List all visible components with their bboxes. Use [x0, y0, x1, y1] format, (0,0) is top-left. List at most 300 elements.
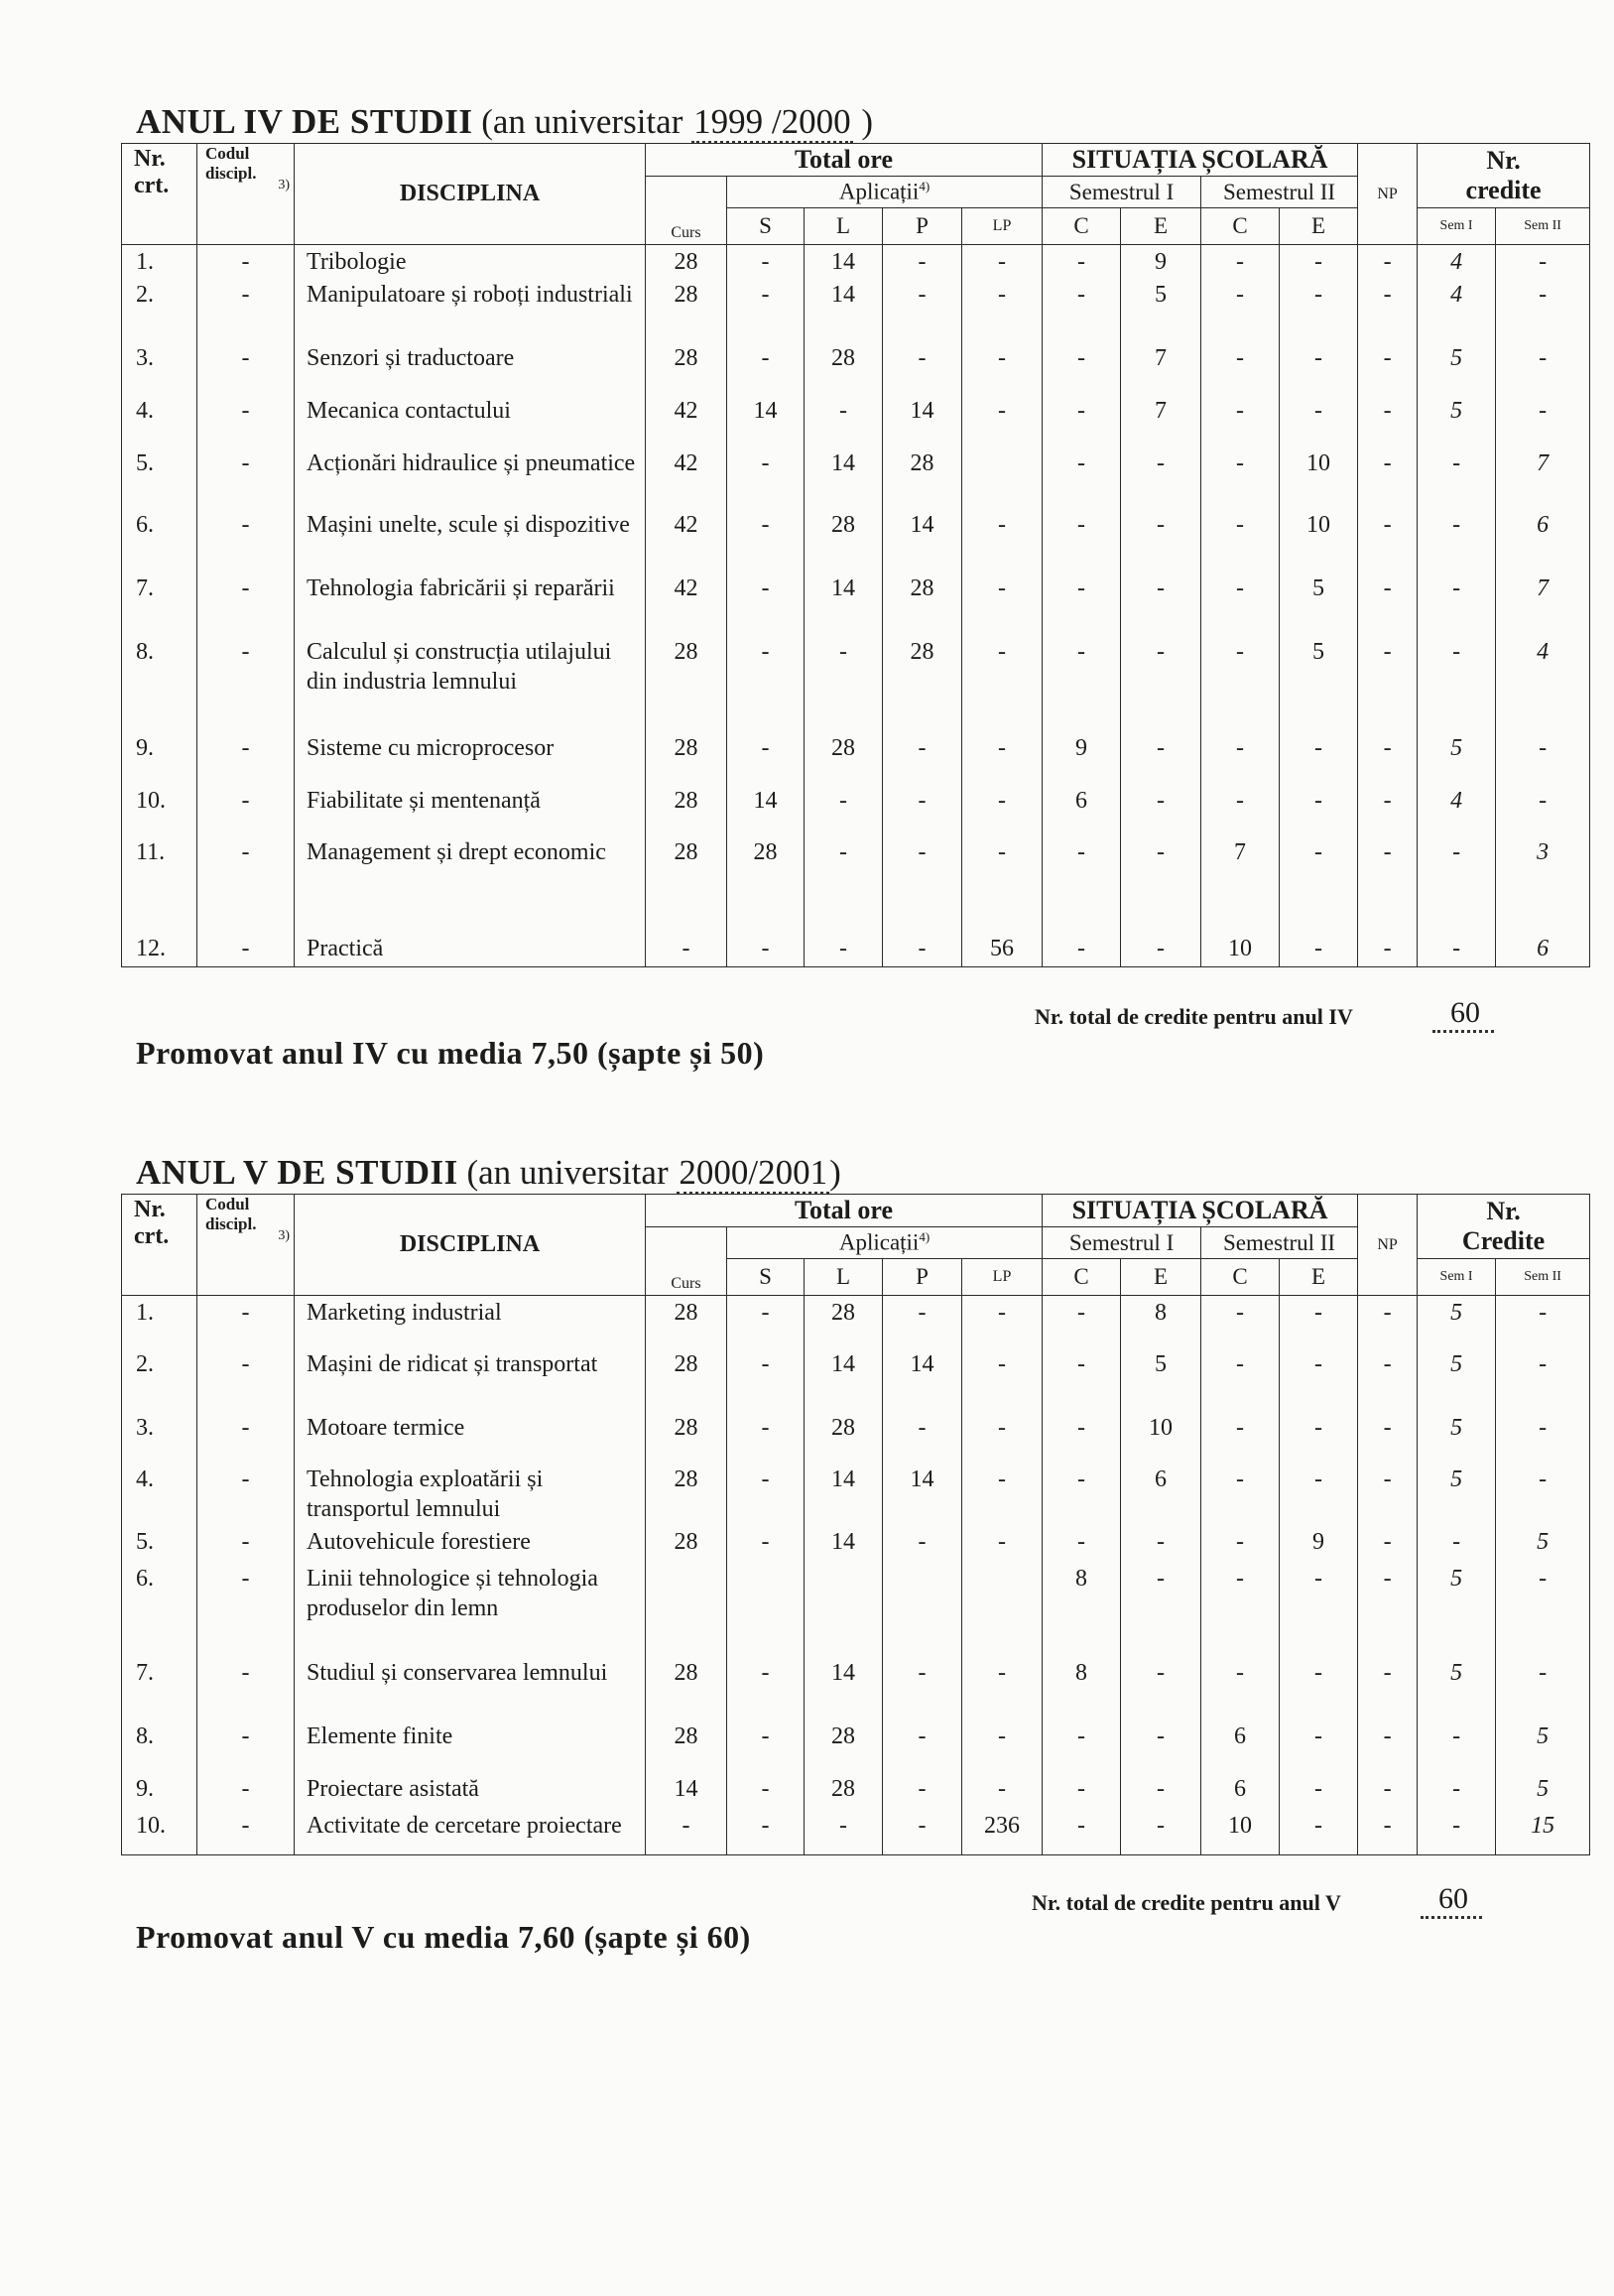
- cell-c2: -: [1201, 245, 1280, 280]
- cell-p: -: [883, 1413, 962, 1465]
- cell-name: Activitate de cercetare proiectare: [295, 1811, 646, 1855]
- cell-cr1: -: [1418, 837, 1496, 934]
- cell-curs: 28: [646, 637, 727, 733]
- cell-cr1: 5: [1418, 343, 1496, 396]
- cell-c2: -: [1201, 637, 1280, 733]
- cell-e2: -: [1280, 1564, 1358, 1658]
- cell-curs: 28: [646, 343, 727, 396]
- cell-l: 14: [805, 1527, 883, 1564]
- col-codul: Codul discipl. 3): [197, 1195, 295, 1296]
- year4-academic-year: 1999 /2000: [691, 102, 852, 144]
- cell-np: -: [1358, 245, 1418, 280]
- year4-academic-suffix: ): [861, 102, 873, 141]
- total-label: Nr. total de credite pentru anul IV: [1035, 1004, 1353, 1029]
- cell-curs: 28: [646, 837, 727, 934]
- cell-l: -: [805, 637, 883, 733]
- cell-nr: 5.: [122, 1527, 197, 1564]
- cell-c2: -: [1201, 1349, 1280, 1413]
- col-semestrul-2: Semestrul II: [1201, 177, 1358, 208]
- cell-p: -: [883, 280, 962, 343]
- table-header: [122, 1195, 1590, 1296]
- cell-p: [883, 1564, 962, 1658]
- cell-nr: 9.: [122, 1774, 197, 1811]
- cell-c1: -: [1043, 280, 1121, 343]
- cell-p: -: [883, 1296, 962, 1349]
- cell-curs: 14: [646, 1774, 727, 1811]
- table-header: [122, 144, 1590, 245]
- col-lp: LP: [962, 1259, 1043, 1296]
- cell-np: -: [1358, 1527, 1418, 1564]
- cell-nr: 2.: [122, 280, 197, 343]
- cell-nr: 5.: [122, 448, 197, 510]
- table-row: [122, 396, 1590, 448]
- cell-lp: -: [962, 1296, 1043, 1349]
- col-np: NP: [1358, 1195, 1418, 1296]
- cell-code: -: [197, 733, 295, 786]
- cell-cr2: -: [1496, 786, 1590, 837]
- cell-l: -: [805, 1811, 883, 1855]
- cell-curs: 28: [646, 1527, 727, 1564]
- cell-c1: -: [1043, 343, 1121, 396]
- cell-e2: -: [1280, 1658, 1358, 1722]
- cell-e2: -: [1280, 280, 1358, 343]
- col-s: S: [727, 1259, 805, 1296]
- cell-np: -: [1358, 1465, 1418, 1527]
- cell-c2: -: [1201, 1658, 1280, 1722]
- cell-nr: 3.: [122, 343, 197, 396]
- cell-cr1: -: [1418, 637, 1496, 733]
- cell-curs: -: [646, 1811, 727, 1855]
- cell-c2: -: [1201, 574, 1280, 637]
- cell-cr1: -: [1418, 1527, 1496, 1564]
- col-situatia-scolara: SITUAȚIA ȘCOLARĂ: [1043, 144, 1358, 177]
- cell-c1: -: [1043, 1296, 1121, 1349]
- year4-promotion: Promovat anul IV cu media 7,50 (șapte și 50): [136, 1035, 765, 1071]
- cell-name: Proiectare asistată: [295, 1774, 646, 1811]
- cell-e1: -: [1121, 448, 1201, 510]
- cell-curs: 28: [646, 280, 727, 343]
- cell-e1: 9: [1121, 245, 1201, 280]
- col-lp: LP: [962, 208, 1043, 245]
- cell-nr: 3.: [122, 1413, 197, 1465]
- cell-name: Linii tehnologice și tehnologia produselor din lemn: [295, 1564, 646, 1658]
- cell-s: -: [727, 1349, 805, 1413]
- cell-l: [805, 1564, 883, 1658]
- total-value: 60: [1421, 1882, 1482, 1919]
- cell-lp: [962, 448, 1043, 510]
- cell-lp: -: [962, 510, 1043, 574]
- cell-name: Fiabilitate și mentenanță: [295, 786, 646, 837]
- cell-p: -: [883, 1527, 962, 1564]
- cell-s: -: [727, 343, 805, 396]
- cell-curs: 42: [646, 574, 727, 637]
- cell-lp: -: [962, 637, 1043, 733]
- cell-p: -: [883, 343, 962, 396]
- cell-nr: 8.: [122, 1722, 197, 1774]
- year5-promotion: Promovat anul V cu media 7,60 (șapte și 60): [136, 1919, 751, 1955]
- cell-np: -: [1358, 1564, 1418, 1658]
- cell-curs: 28: [646, 786, 727, 837]
- col-semestrul-1: Semestrul I: [1043, 177, 1201, 208]
- cell-e2: 9: [1280, 1527, 1358, 1564]
- col-nr-credite: Nr. Credite: [1418, 1195, 1590, 1259]
- cell-curs: 28: [646, 245, 727, 280]
- col-c2: C: [1201, 208, 1280, 245]
- cell-lp: -: [962, 1527, 1043, 1564]
- cell-e1: 5: [1121, 1349, 1201, 1413]
- cell-code: -: [197, 637, 295, 733]
- cell-e1: -: [1121, 1527, 1201, 1564]
- table-row: [122, 343, 1590, 396]
- cell-cr1: -: [1418, 510, 1496, 574]
- year4-grades-table: [121, 143, 1590, 967]
- cell-c2: -: [1201, 1527, 1280, 1564]
- cell-s: -: [727, 1465, 805, 1527]
- cell-name: Mașini unelte, scule și dispozitive: [295, 510, 646, 574]
- cell-l: 14: [805, 1349, 883, 1413]
- cell-cr2: -: [1496, 343, 1590, 396]
- cell-s: 28: [727, 837, 805, 934]
- col-l: L: [805, 1259, 883, 1296]
- cell-np: -: [1358, 786, 1418, 837]
- cell-e2: 5: [1280, 637, 1358, 733]
- cell-lp: -: [962, 343, 1043, 396]
- cell-e1: -: [1121, 1774, 1201, 1811]
- cell-c2: 10: [1201, 1811, 1280, 1855]
- cell-cr1: -: [1418, 1722, 1496, 1774]
- cell-c1: -: [1043, 1349, 1121, 1413]
- cell-lp: -: [962, 1722, 1043, 1774]
- cell-name: Acționări hidraulice și pneumatice: [295, 448, 646, 510]
- cell-name: Calculul și construcția utilajului din industria lemnului: [295, 637, 646, 733]
- cell-name: Marketing industrial: [295, 1296, 646, 1349]
- cell-curs: 28: [646, 1658, 727, 1722]
- cell-nr: 4.: [122, 1465, 197, 1527]
- cell-e1: -: [1121, 1658, 1201, 1722]
- cell-code: -: [197, 934, 295, 967]
- col-sem1: Sem I: [1418, 1259, 1496, 1296]
- cell-nr: 10.: [122, 1811, 197, 1855]
- cell-cr1: -: [1418, 448, 1496, 510]
- cell-code: -: [197, 1564, 295, 1658]
- cell-cr1: 5: [1418, 1465, 1496, 1527]
- cell-c1: 6: [1043, 786, 1121, 837]
- cell-s: -: [727, 1296, 805, 1349]
- cell-name: Tehnologia exploatării și transportul lemnului: [295, 1465, 646, 1527]
- table-row: [122, 1349, 1590, 1413]
- cell-curs: 42: [646, 448, 727, 510]
- cell-l: 14: [805, 574, 883, 637]
- cell-curs: 28: [646, 1349, 727, 1413]
- col-p: P: [883, 1259, 962, 1296]
- cell-c2: -: [1201, 1413, 1280, 1465]
- cell-code: -: [197, 448, 295, 510]
- cell-cr2: -: [1496, 733, 1590, 786]
- table-row: [122, 1465, 1590, 1527]
- cell-e2: -: [1280, 1722, 1358, 1774]
- table-row: [122, 574, 1590, 637]
- cell-np: -: [1358, 574, 1418, 637]
- cell-p: -: [883, 1722, 962, 1774]
- cell-cr2: 5: [1496, 1774, 1590, 1811]
- cell-code: -: [197, 343, 295, 396]
- cell-curs: 28: [646, 733, 727, 786]
- cell-curs: -: [646, 934, 727, 967]
- cell-cr1: 5: [1418, 1658, 1496, 1722]
- cell-name: Motoare termice: [295, 1413, 646, 1465]
- year4-rows: [122, 245, 1590, 967]
- year5-grades-table: [121, 1194, 1590, 1855]
- cell-c2: -: [1201, 448, 1280, 510]
- cell-e2: -: [1280, 733, 1358, 786]
- cell-c1: -: [1043, 574, 1121, 637]
- cell-l: -: [805, 786, 883, 837]
- cell-p: 28: [883, 574, 962, 637]
- cell-c2: -: [1201, 1465, 1280, 1527]
- col-total-ore: Total ore: [646, 144, 1043, 177]
- cell-s: -: [727, 1811, 805, 1855]
- cell-e1: -: [1121, 1722, 1201, 1774]
- cell-e1: 5: [1121, 280, 1201, 343]
- cell-cr1: -: [1418, 934, 1496, 967]
- cell-name: Mașini de ridicat și transportat: [295, 1349, 646, 1413]
- table-row: [122, 1527, 1590, 1564]
- cell-name: Studiul și conservarea lemnului: [295, 1658, 646, 1722]
- cell-p: -: [883, 1658, 962, 1722]
- col-disciplina: DISCIPLINA: [295, 144, 646, 245]
- cell-p: 14: [883, 1349, 962, 1413]
- cell-e1: 10: [1121, 1413, 1201, 1465]
- cell-e2: -: [1280, 837, 1358, 934]
- col-e2: E: [1280, 1259, 1358, 1296]
- cell-name: Elemente finite: [295, 1722, 646, 1774]
- cell-np: -: [1358, 280, 1418, 343]
- cell-nr: 4.: [122, 396, 197, 448]
- table-row: [122, 1296, 1590, 1349]
- cell-curs: 28: [646, 1296, 727, 1349]
- year5-rows: [122, 1296, 1590, 1855]
- col-e1: E: [1121, 208, 1201, 245]
- cell-c2: -: [1201, 1564, 1280, 1658]
- col-semestrul-1: Semestrul I: [1043, 1227, 1201, 1259]
- cell-l: 28: [805, 1722, 883, 1774]
- cell-code: -: [197, 1296, 295, 1349]
- cell-cr1: 5: [1418, 396, 1496, 448]
- cell-e2: -: [1280, 934, 1358, 967]
- cell-c1: -: [1043, 1722, 1121, 1774]
- col-c2: C: [1201, 1259, 1280, 1296]
- col-e1: E: [1121, 1259, 1201, 1296]
- col-nr-crt: Nr. crt.: [122, 1195, 197, 1296]
- cell-cr1: 5: [1418, 1296, 1496, 1349]
- cell-curs: [646, 1564, 727, 1658]
- cell-curs: 28: [646, 1722, 727, 1774]
- cell-l: 28: [805, 1296, 883, 1349]
- cell-c2: -: [1201, 786, 1280, 837]
- cell-s: -: [727, 1722, 805, 1774]
- cell-nr: 7.: [122, 1658, 197, 1722]
- cell-cr1: 4: [1418, 786, 1496, 837]
- cell-e2: -: [1280, 786, 1358, 837]
- table-row: [122, 245, 1590, 280]
- cell-name: Senzori și traductoare: [295, 343, 646, 396]
- table-row: [122, 1413, 1590, 1465]
- cell-name: Tribologie: [295, 245, 646, 280]
- cell-np: -: [1358, 1413, 1418, 1465]
- cell-c2: 6: [1201, 1774, 1280, 1811]
- cell-c1: -: [1043, 396, 1121, 448]
- cell-code: -: [197, 510, 295, 574]
- cell-code: -: [197, 1811, 295, 1855]
- cell-e2: -: [1280, 1349, 1358, 1413]
- cell-e2: -: [1280, 396, 1358, 448]
- cell-np: -: [1358, 934, 1418, 967]
- cell-name: Tehnologia fabricării și reparării: [295, 574, 646, 637]
- cell-s: -: [727, 510, 805, 574]
- cell-e1: 7: [1121, 343, 1201, 396]
- cell-lp: -: [962, 1774, 1043, 1811]
- cell-e2: -: [1280, 1296, 1358, 1349]
- cell-cr1: 4: [1418, 280, 1496, 343]
- cell-cr2: 6: [1496, 510, 1590, 574]
- cell-code: -: [197, 1349, 295, 1413]
- cell-code: -: [197, 786, 295, 837]
- cell-cr2: -: [1496, 1296, 1590, 1349]
- cell-cr2: -: [1496, 396, 1590, 448]
- cell-c1: 9: [1043, 733, 1121, 786]
- cell-np: -: [1358, 637, 1418, 733]
- col-disciplina: DISCIPLINA: [295, 1195, 646, 1296]
- cell-lp: -: [962, 245, 1043, 280]
- cell-cr2: 5: [1496, 1722, 1590, 1774]
- table-row: [122, 1774, 1590, 1811]
- year4-heading: ANUL IV DE STUDII: [136, 102, 473, 141]
- cell-np: -: [1358, 1296, 1418, 1349]
- cell-e1: -: [1121, 574, 1201, 637]
- cell-np: -: [1358, 837, 1418, 934]
- cell-c1: -: [1043, 245, 1121, 280]
- table-row: [122, 637, 1590, 733]
- cell-c2: -: [1201, 1296, 1280, 1349]
- cell-l: -: [805, 934, 883, 967]
- cell-p: -: [883, 1774, 962, 1811]
- cell-curs: 42: [646, 396, 727, 448]
- cell-name: Manipulatoare și roboți industriali: [295, 280, 646, 343]
- cell-s: -: [727, 574, 805, 637]
- cell-cr2: 7: [1496, 574, 1590, 637]
- cell-cr2: 5: [1496, 1527, 1590, 1564]
- cell-p: 28: [883, 637, 962, 733]
- cell-code: -: [197, 280, 295, 343]
- cell-p: 14: [883, 1465, 962, 1527]
- cell-np: -: [1358, 448, 1418, 510]
- cell-s: -: [727, 733, 805, 786]
- cell-s: [727, 1564, 805, 1658]
- col-total-ore: Total ore: [646, 1195, 1043, 1227]
- cell-p: -: [883, 733, 962, 786]
- cell-code: -: [197, 245, 295, 280]
- cell-c2: -: [1201, 733, 1280, 786]
- cell-l: 14: [805, 280, 883, 343]
- cell-l: 14: [805, 1658, 883, 1722]
- table-row: [122, 837, 1590, 934]
- cell-lp: -: [962, 280, 1043, 343]
- cell-e1: -: [1121, 637, 1201, 733]
- cell-c2: 7: [1201, 837, 1280, 934]
- cell-e1: 8: [1121, 1296, 1201, 1349]
- cell-cr1: 5: [1418, 1564, 1496, 1658]
- cell-cr2: 3: [1496, 837, 1590, 934]
- cell-np: -: [1358, 510, 1418, 574]
- cell-cr2: -: [1496, 1658, 1590, 1722]
- cell-curs: 42: [646, 510, 727, 574]
- cell-e1: -: [1121, 1811, 1201, 1855]
- cell-p: -: [883, 245, 962, 280]
- cell-l: 14: [805, 448, 883, 510]
- cell-cr1: 5: [1418, 733, 1496, 786]
- cell-e1: -: [1121, 786, 1201, 837]
- cell-c2: 6: [1201, 1722, 1280, 1774]
- col-aplicatii: Aplicații$^{4)}$: [727, 177, 1043, 208]
- cell-nr: 10.: [122, 786, 197, 837]
- cell-e2: 5: [1280, 574, 1358, 637]
- cell-cr2: -: [1496, 1413, 1590, 1465]
- cell-p: 14: [883, 510, 962, 574]
- cell-lp: 236: [962, 1811, 1043, 1855]
- cell-s: -: [727, 1774, 805, 1811]
- cell-s: -: [727, 448, 805, 510]
- cell-p: -: [883, 837, 962, 934]
- total-label: Nr. total de credite pentru anul V: [1032, 1890, 1341, 1915]
- cell-lp: -: [962, 1349, 1043, 1413]
- cell-name: Practică: [295, 934, 646, 967]
- cell-e1: -: [1121, 510, 1201, 574]
- table-row: [122, 1564, 1590, 1658]
- cell-s: -: [727, 637, 805, 733]
- cell-e1: -: [1121, 733, 1201, 786]
- cell-c1: 8: [1043, 1564, 1121, 1658]
- cell-code: -: [197, 1465, 295, 1527]
- cell-curs: 28: [646, 1413, 727, 1465]
- cell-name: Management și drept economic: [295, 837, 646, 934]
- cell-s: -: [727, 1413, 805, 1465]
- table-row: [122, 1658, 1590, 1722]
- cell-code: -: [197, 1774, 295, 1811]
- cell-p: -: [883, 934, 962, 967]
- cell-np: -: [1358, 343, 1418, 396]
- cell-p: -: [883, 786, 962, 837]
- col-e2: E: [1280, 208, 1358, 245]
- year5-academic-prefix: (an universitar: [466, 1153, 669, 1192]
- cell-code: -: [197, 1413, 295, 1465]
- cell-cr2: -: [1496, 1564, 1590, 1658]
- col-nr-crt: Nr. crt.: [122, 144, 197, 245]
- col-sem2: Sem II: [1496, 1259, 1590, 1296]
- cell-np: -: [1358, 1349, 1418, 1413]
- cell-nr: 11.: [122, 837, 197, 934]
- year5-heading: ANUL V DE STUDII: [136, 1153, 458, 1192]
- year4-title: [136, 102, 873, 142]
- cell-nr: 1.: [122, 1296, 197, 1349]
- cell-e2: -: [1280, 1774, 1358, 1811]
- cell-cr2: -: [1496, 1465, 1590, 1527]
- cell-c1: 8: [1043, 1658, 1121, 1722]
- cell-c2: -: [1201, 510, 1280, 574]
- cell-l: 28: [805, 343, 883, 396]
- total-value: 60: [1432, 996, 1494, 1033]
- cell-cr2: 15: [1496, 1811, 1590, 1855]
- col-c1: C: [1043, 1259, 1121, 1296]
